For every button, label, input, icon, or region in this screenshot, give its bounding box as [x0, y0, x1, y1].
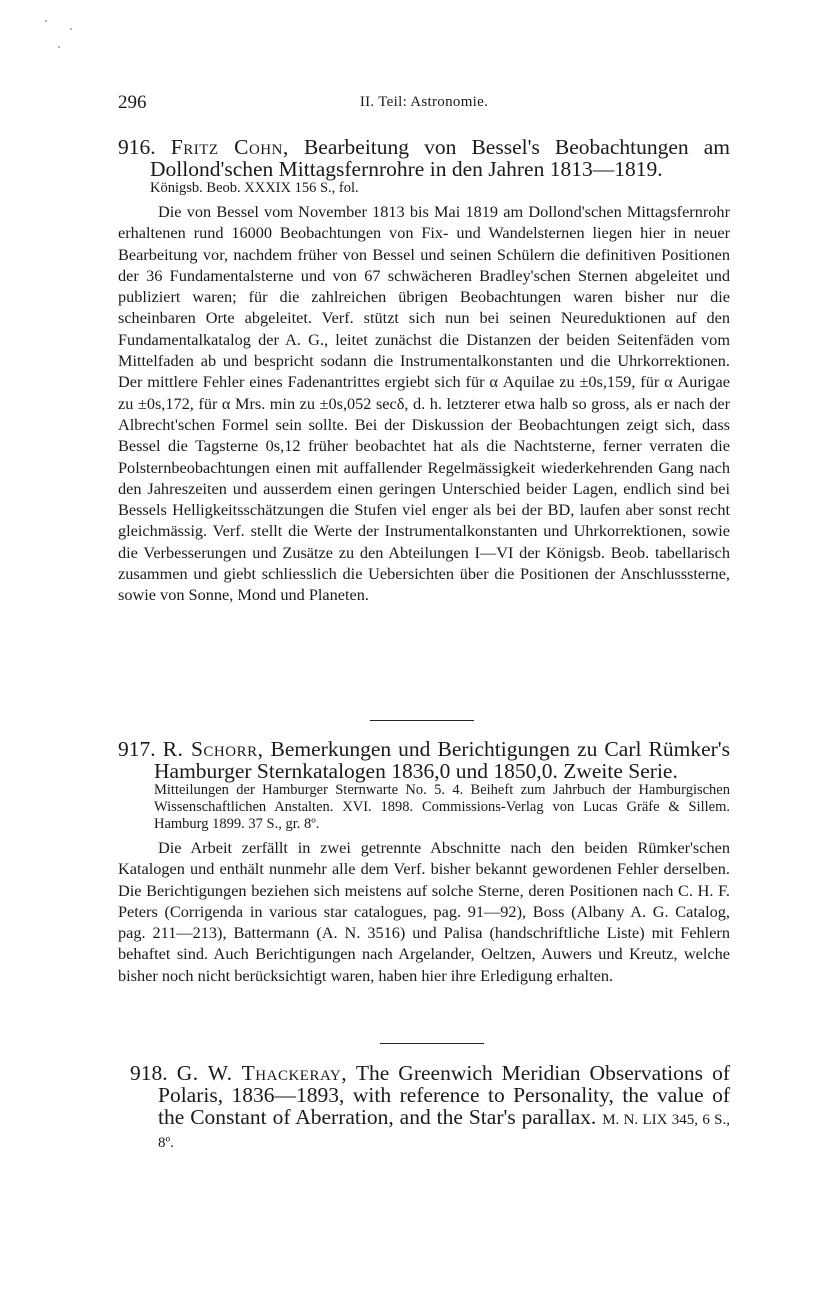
scan-speck: [45, 20, 47, 22]
section-divider: [380, 1043, 484, 1044]
entry-abstract: Die Arbeit zerfällt in zwei getrennte Abschnitte nach den beiden Rümker'schen Katalogen und enthält nunmehr alle dem Verf. bisher bekannt gewordenen Fehler derselben. Die Berichtigungen beziehen sich meistens auf solche Sterne, deren Positionen nach C. H. F. Peters (Corrigenda in various star catalogues, pag. 91—92), Boss (Albany A. G. Catalog, pag. 211—213), Battermann (A. N. 3516) und Palisa (handschriftliche Liste) mit Fehlern behaftet sind. Auch Berichtigungen nach Argelander, Oeltzen, Auwers und Kreutz, welche bisher noch nicht berücksichtigt waren, haben hier ihre Erledigung erhalten.: [118, 838, 730, 985]
page-number: 296: [118, 92, 147, 113]
entry-heading: [118, 738, 730, 782]
scan-speck: [70, 28, 72, 30]
page-header: [118, 92, 730, 114]
section-divider: [370, 720, 474, 721]
entry-title: Bearbeitung von Bessel's Beobachtungen am Dollond'schen Mittagsfernrohre in den Jahren 1813—1819.: [150, 135, 731, 181]
entry-number: 917.: [118, 737, 156, 761]
entry-author: R. Schorr,: [162, 737, 264, 761]
entry-heading: [118, 136, 730, 180]
entry-number: 918.: [130, 1061, 168, 1085]
entry-citation: Mitteilungen der Hamburger Sternwarte No. 5. 4. Beiheft zum Jahrbuch der Hamburgischen Wissenschaftlichen Anstalten. XVI. 1898. Commissions-Verlag von Lucas Gräfe & Sillem. Hamburg 1899. 37 S., gr. 8º.: [154, 782, 730, 832]
entry-918: [130, 1062, 730, 1152]
entry-abstract: Die von Bessel vom November 1813 bis Mai 1819 am Dollond'schen Mittagsfernrohr erhaltenen rund 16000 Beobachtungen von Fix- und Wandelsternen liegen hier in neuer Bearbeitung vor, nachdem früher von Bessel und seinen Schülern die definitiven Positionen der 36 Fundamentalsterne und von 67 schwächeren Bradley'schen Sternen abgeleitet und publiziert waren; für die zahlreichen übrigen Beobachtungen waren bisher nur die scheinbaren Orte abgeleitet. Verf. stützt sich nun bei seinen Neureduktionen auf den Fundamentalkatalog der A. G., leitet zunächst die Distanzen der beiden Seitenfäden vom Mittelfaden ab und bespricht sodann die Instrumentalkonstanten und die Uhrkorrektionen. Der mittlere Fehler eines Fadenantrittes ergiebt sich für α Aquilae zu ±0s,159, für α Aurigae zu ±0s,172, für α Mrs. min zu ±0s,052 secδ, d. h. letzterer etwa halb so gross, als er nach der Albrecht'schen Formel sein sollte. Bei der Diskussion der Beobachtungen zeigt sich, dass Bessel die Tagsterne 0s,12 früher beobachtet hat als die Nachtsterne, ferner verraten die Polsternbeobachtungen einen mit auffallender Regelmässigkeit wiederkehrenden Gang nach den Jahreszeiten und ausserdem einen geringen Unterschied beider Lagen, endlich sind bei Bessels Helligkeitsschätzungen die Stufen viel enger als bei der BD, laufen aber sonst recht gleichmässig. Verf. stellt die Werte der Instrumentalkonstanten und Uhrkorrektionen, sowie die Verbesserungen und Zusätze zu den Abteilungen I—VI der Königsb. Beob. tabellarisch zusammen und giebt schliesslich die Uebersichten über die Positionen der Anschlusssterne, sowie von Sonne, Mond und Planeten.: [118, 202, 730, 605]
scan-speck: [58, 46, 60, 48]
entry-citation: Königsb. Beob. XXXIX 156 S., fol.: [150, 180, 359, 196]
entry-title: The Greenwich Meridian Observations of Polaris, 1836—1893, with reference to Personality, the value of the Constant of Aberration, and the Star's parallax.: [158, 1061, 730, 1129]
entry-title: Bemerkungen und Berichtigungen zu Carl Rümker's Hamburger Sternkatalogen 1836,0 und 1850,0. Zweite Serie.: [154, 737, 731, 783]
entry-number: 916.: [118, 135, 156, 159]
running-title: II. Teil: Astronomie.: [359, 94, 489, 110]
entry-citation: M. N. LIX 345, 6 S., 8º.: [158, 1112, 730, 1151]
entry-author: Fritz Cohn,: [170, 135, 289, 159]
entry-author: G. W. Thackeray,: [176, 1061, 348, 1085]
entry-heading: [130, 1062, 730, 1152]
entry-917: [118, 738, 730, 986]
entry-916: [118, 136, 730, 606]
